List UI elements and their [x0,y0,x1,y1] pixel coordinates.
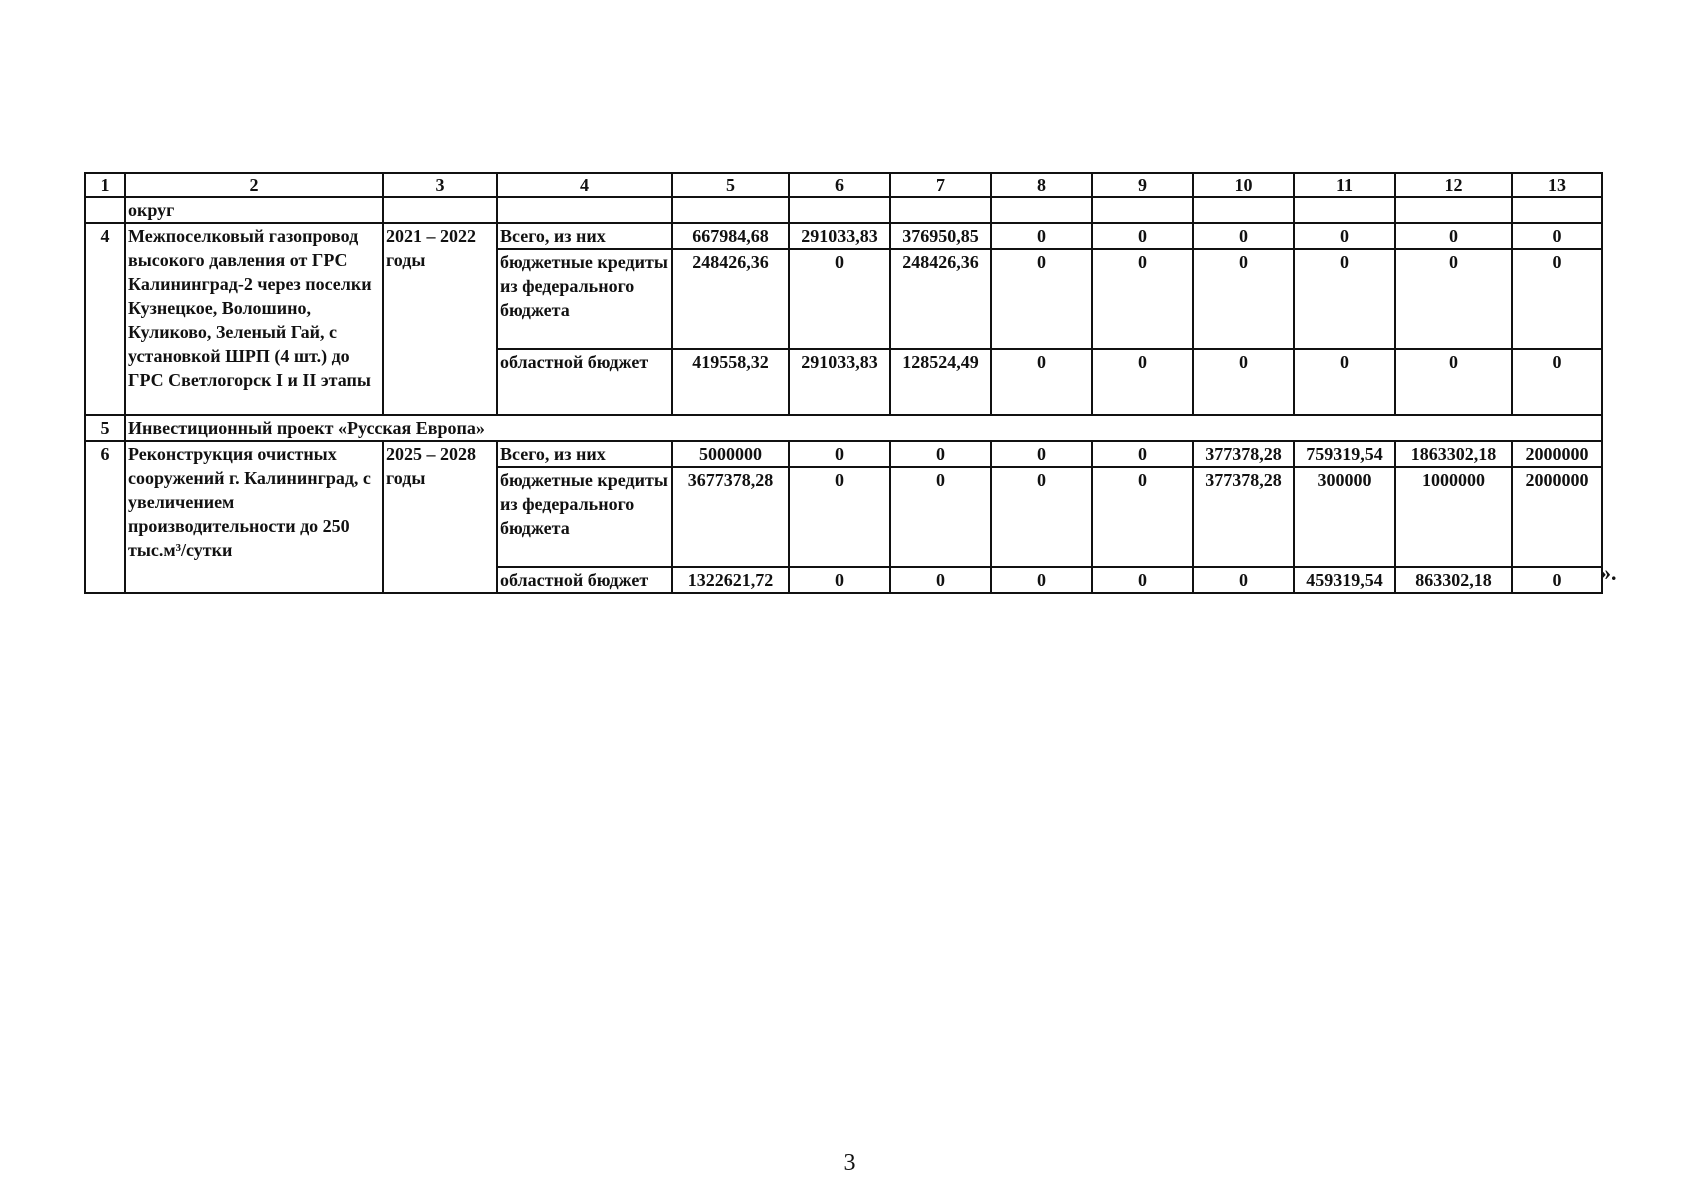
value-cell: 376950,85 [890,223,991,249]
table-row [85,223,1602,249]
project-name: Реконструкция очистных сооружений г. Калининград, с увеличением производительности до 250 тыс.м³/сутки [125,441,383,593]
value-cell: 0 [789,567,890,593]
column-header: 2 [125,173,383,197]
value-cell: 0 [1512,349,1602,415]
page-number: 3 [843,1150,856,1176]
funding-source: Всего, из них [497,223,672,249]
value-cell: 0 [991,249,1092,349]
value-cell: 248426,36 [672,249,789,349]
value-cell: 0 [1395,249,1512,349]
value-cell: 0 [890,567,991,593]
value-cell: 0 [991,441,1092,467]
value-cell: 300000 [1294,467,1395,567]
value-cell: 0 [890,441,991,467]
project-period: 2025 – 2028 годы [383,441,497,593]
value-cell: 0 [991,223,1092,249]
value-cell: 0 [1193,349,1294,415]
value-cell: 0 [991,467,1092,567]
table-cell [1092,197,1193,223]
value-cell: 0 [1092,349,1193,415]
project-period: 2021 – 2022 годы [383,223,497,415]
table-cell [1294,197,1395,223]
column-header: 7 [890,173,991,197]
value-cell: 2000000 [1512,441,1602,467]
value-cell: 759319,54 [1294,441,1395,467]
table-cell [1512,197,1602,223]
column-header: 3 [383,173,497,197]
value-cell: 0 [789,467,890,567]
value-cell: 5000000 [672,441,789,467]
table-cell [789,197,890,223]
value-cell: 0 [1092,467,1193,567]
continuation-row [85,197,1602,223]
value-cell: 0 [1193,249,1294,349]
budget-table [84,172,1603,594]
value-cell: 667984,68 [672,223,789,249]
value-cell: 0 [1092,223,1193,249]
value-cell: 0 [1512,567,1602,593]
value-cell: 0 [1512,249,1602,349]
value-cell: 863302,18 [1395,567,1512,593]
value-cell: 291033,83 [789,349,890,415]
header-row [85,173,1602,197]
row-number: 4 [85,223,125,415]
section-title: Инвестиционный проект «Русская Европа» [125,415,1602,441]
table-cell [85,197,125,223]
table-cell [991,197,1092,223]
value-cell: 377378,28 [1193,467,1294,567]
value-cell: 0 [991,567,1092,593]
value-cell: 0 [1193,223,1294,249]
table-cell [383,197,497,223]
closing-quote-mark: ». [1600,560,1617,585]
value-cell: 0 [1294,223,1395,249]
value-cell: 377378,28 [1193,441,1294,467]
value-cell: 0 [1092,567,1193,593]
funding-source: бюджетные кредиты из федерального бюджета [497,249,672,349]
value-cell: 0 [1294,249,1395,349]
value-cell: 128524,49 [890,349,991,415]
value-cell: 0 [1512,223,1602,249]
column-header: 10 [1193,173,1294,197]
table-cell [1395,197,1512,223]
value-cell: 0 [1193,567,1294,593]
column-header: 11 [1294,173,1395,197]
funding-source: областной бюджет [497,349,672,415]
table-cell [890,197,991,223]
section-row [85,415,1602,441]
value-cell: 1863302,18 [1395,441,1512,467]
value-cell: 459319,54 [1294,567,1395,593]
value-cell: 291033,83 [789,223,890,249]
value-cell: 0 [991,349,1092,415]
value-cell: 0 [789,441,890,467]
value-cell: 0 [1092,441,1193,467]
funding-source: Всего, из них [497,441,672,467]
funding-source: бюджетные кредиты из федерального бюджета [497,467,672,567]
column-header: 12 [1395,173,1512,197]
funding-source: областной бюджет [497,567,672,593]
value-cell: 1000000 [1395,467,1512,567]
value-cell: 0 [789,249,890,349]
value-cell: 0 [890,467,991,567]
column-header: 6 [789,173,890,197]
table-cell [672,197,789,223]
table-row [85,441,1602,467]
value-cell: 0 [1092,249,1193,349]
value-cell: 0 [1395,349,1512,415]
row-number: 5 [85,415,125,441]
column-header: 5 [672,173,789,197]
value-cell: 3677378,28 [672,467,789,567]
value-cell: 2000000 [1512,467,1602,567]
value-cell: 248426,36 [890,249,991,349]
value-cell: 0 [1294,349,1395,415]
column-header: 9 [1092,173,1193,197]
continuation-text: округ [125,197,383,223]
column-header: 1 [85,173,125,197]
table-cell [497,197,672,223]
value-cell: 1322621,72 [672,567,789,593]
value-cell: 419558,32 [672,349,789,415]
value-cell: 0 [1395,223,1512,249]
row-number: 6 [85,441,125,593]
table-cell [1193,197,1294,223]
column-header: 4 [497,173,672,197]
column-header: 8 [991,173,1092,197]
column-header: 13 [1512,173,1602,197]
project-name: Межпоселковый газопровод высокого давления от ГРС Калининград-2 через поселки Кузнецкое, Волошино, Куликово, Зеленый Гай, с установкой ШРП (4 шт.) до ГРС Светлогорск I и II этапы [125,223,383,415]
